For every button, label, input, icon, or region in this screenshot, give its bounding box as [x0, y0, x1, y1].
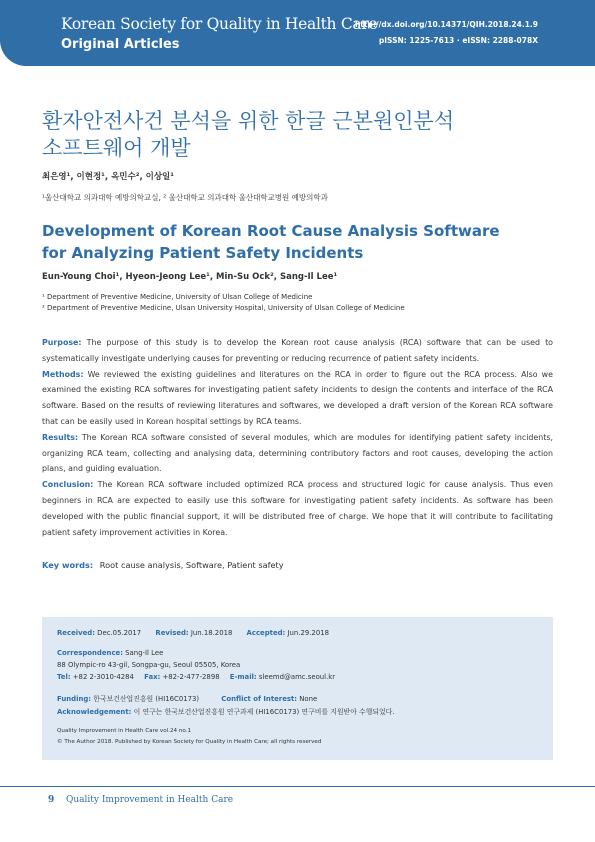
issn-info: pISSN: 1225-7613 · eISSN: 2288-078X	[378, 36, 538, 45]
methods-label: Methods:	[42, 369, 84, 379]
english-title-line1: Development of Korean Root Cause Analysis Software	[42, 222, 500, 240]
korean-title-line2: 소프트웨어 개발	[42, 136, 191, 160]
citation-line: Quality Improvement in Health Care vol.24 no.1	[57, 728, 192, 734]
fax-value: +82-2-477-2898	[162, 673, 220, 681]
section-label: Original Articles	[61, 37, 180, 52]
coi-value: None	[299, 695, 318, 703]
korean-title	[42, 108, 542, 162]
purpose-label: Purpose:	[42, 338, 82, 347]
english-affiliation-2: ² Department of Preventive Medicine, Ulsan University Hospital, University of Ulsan College of Medicine	[42, 304, 405, 312]
korean-affiliation: ¹울산대학교 의과대학 예방의학교실, ² 울산대학교 의과대학 울산대학교병원 예방의학과	[42, 193, 328, 202]
society-name: Korean Society for Quality in Health Care	[61, 15, 378, 33]
conclusion-label: Conclusion:	[42, 480, 94, 490]
funding-value: 한국보건산업진흥원 (HI16C0173)	[93, 695, 200, 703]
fax-label: Fax:	[144, 673, 161, 681]
accepted-date: Jun.29.2018	[287, 629, 329, 637]
email-link[interactable]: sleemd@amc.seoul.kr	[258, 673, 336, 681]
page-number: 9	[48, 795, 55, 805]
keywords	[42, 560, 284, 570]
abstract-conclusion	[42, 477, 553, 540]
conclusion-text: The Korean RCA software included optimized RCA process and structured logic for cause analysis. Thus even beginners in RCA are expected to easily use this software for investigating patient safety incidents. As software has been developed with the public financial support, it will be distributed free of charge. We hope that it will contribute to facilitating patient safety improvement activities in Korea.	[42, 480, 553, 537]
results-text: The Korean RCA software consisted of several modules, which are modules for identifying patient safety incidents, organizing RCA team, collecting and analysing data, determining contributory factors and root causes, developing the action plans, and guiding evaluation.	[42, 432, 553, 474]
purpose-text: The purpose of this study is to develop the Korean root cause analysis (RCA) software that can be used to systematically investigate underlying causes for preventing or reducing recurrence of patient safety incidents.	[42, 338, 553, 363]
abstract-purpose	[42, 335, 553, 367]
footer-divider	[0, 786, 595, 787]
revised-label: Revised:	[155, 629, 189, 637]
abstract	[42, 335, 553, 540]
correspondence-name: Sang-Il Lee	[125, 649, 164, 657]
english-affiliation-1: ¹ Department of Preventive Medicine, University of Ulsan College of Medicine	[42, 293, 313, 301]
korean-authors: 최은영¹, 이현정¹, 옥민수², 이상일¹	[42, 172, 174, 182]
doi-link[interactable]: http://dx.doi.org/10.14371/QIH.2018.24.1.9	[354, 20, 538, 29]
correspondence-label: Correspondence:	[57, 649, 123, 657]
email-label: E-mail:	[229, 673, 257, 681]
dates-row	[57, 629, 329, 637]
keywords-text: Root cause analysis, Software, Patient safety	[99, 560, 284, 570]
footer-journal-name: Quality Improvement in Health Care	[66, 795, 234, 805]
revised-date: Jun.18.2018	[190, 629, 233, 637]
received-date: Dec.05.2017	[97, 629, 142, 637]
tel-value: +82 2-3010-4284	[72, 673, 134, 681]
funding-row	[57, 693, 317, 703]
journal-header-banner	[0, 0, 595, 66]
correspondence-row	[57, 649, 163, 657]
funding-label: Funding:	[57, 695, 92, 703]
acknowledgement-text: 이 연구는 한국보건산업진흥원 연구과제 (HI16C0173) 연구비를 지원받아 수행되었다.	[133, 708, 395, 716]
tel-label: Tel:	[57, 673, 71, 681]
correspondence-address: 88 Olympic-ro 43-gil, Songpa-gu, Seoul 05505, Korea	[57, 661, 241, 669]
keywords-label: Key words:	[42, 560, 94, 570]
coi-label: Conflict of Interest:	[221, 695, 298, 703]
english-title	[42, 220, 542, 264]
methods-text: We reviewed the existing guidelines and literatures on the RCA in order to figure out the RCA process. Also we examined the existing RCA softwares for investigating patient safety incidents to design the contents and interface of the RCA software. Based on the results of reviewing literatures and softwares, we developed a draft version of the Korean RCA software that can be easily used in Korean hospital settings by RCA teams.	[42, 369, 553, 426]
copyright-line: © The Author 2018. Published by Korean Society for Quality in Health Care; all rights reserved	[57, 739, 322, 745]
acknowledgement-label: Acknowledgement:	[57, 708, 132, 716]
abstract-results	[42, 430, 553, 477]
abstract-methods	[42, 367, 553, 430]
english-authors: Eun-Young Choi¹, Hyeon-Jeong Lee¹, Min-Su Ock², Sang-Il Lee¹	[42, 272, 338, 282]
results-label: Results:	[42, 432, 79, 442]
accepted-label: Accepted:	[246, 629, 286, 637]
english-title-line2: for Analyzing Patient Safety Incidents	[42, 244, 364, 262]
acknowledgement-row	[57, 706, 395, 716]
contact-row	[57, 673, 335, 681]
article-info-box	[42, 617, 553, 760]
korean-title-line1: 환자안전사건 분석을 위한 한글 근본원인분석	[42, 109, 455, 133]
received-label: Received:	[57, 629, 95, 637]
